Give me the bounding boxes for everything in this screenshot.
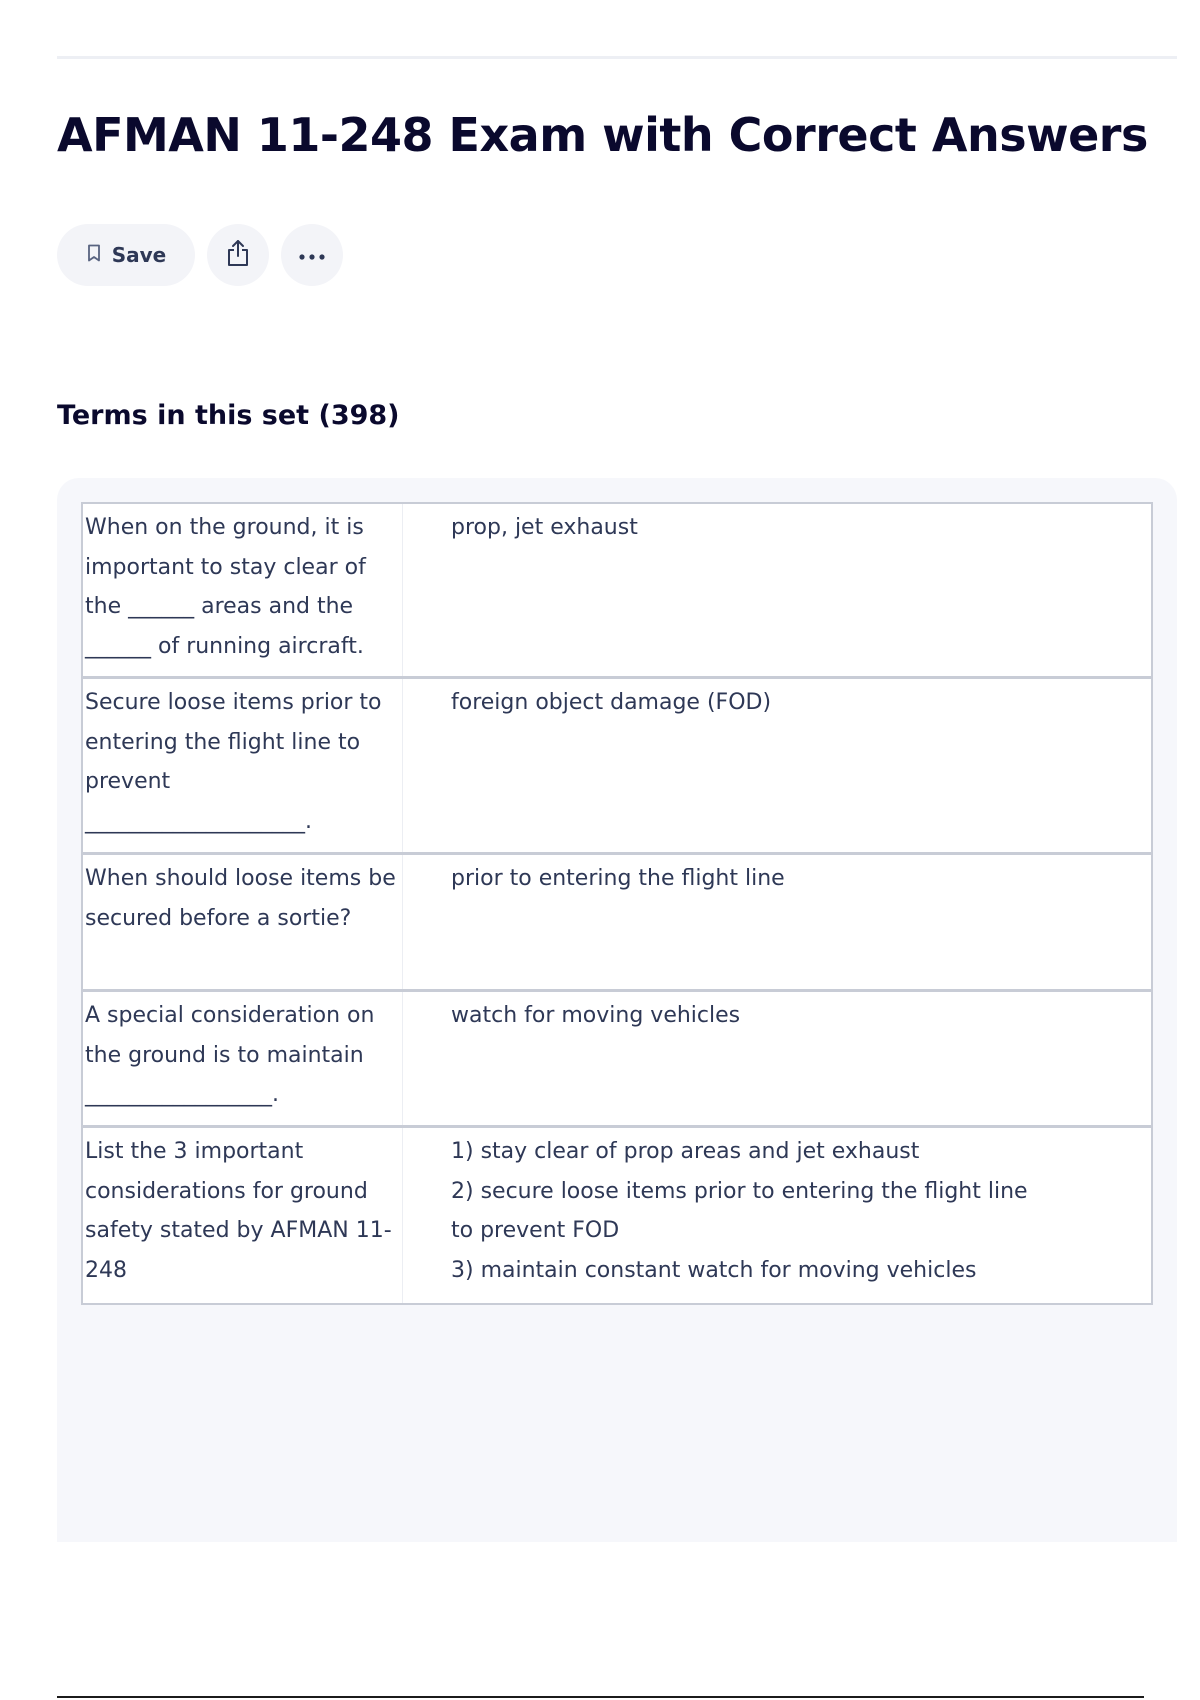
more-options-button[interactable]: [281, 224, 343, 286]
action-bar: [57, 224, 343, 286]
term-card: [83, 504, 1151, 679]
term-text: When on the ground, it is important to stay clear of the ______ areas and the ______ of running aircraft.: [83, 504, 403, 676]
term-text: Secure loose items prior to entering the flight line to prevent ____________________.: [83, 679, 403, 852]
definition-text: prior to entering the flight line: [451, 866, 785, 891]
share-button[interactable]: [207, 224, 269, 286]
bottom-divider: [57, 1696, 1144, 1698]
definition-text: watch for moving vehicles: [451, 1003, 741, 1028]
top-divider: [57, 56, 1177, 59]
page-title: AFMAN 11-248 Exam with Correct Answers: [57, 108, 1148, 162]
terms-heading: Terms in this set (398): [57, 400, 400, 431]
term-card: [83, 992, 1151, 1128]
term-card: [83, 1128, 1151, 1303]
share-icon: [225, 239, 251, 271]
definition-text: 1) stay clear of prop areas and jet exhaust 2) secure loose items prior to entering the flight line to prevent FOD 3) maintain constant watch for moving vehicles: [451, 1139, 1028, 1283]
definition-text: prop, jet exhaust: [451, 515, 638, 540]
definition-text: foreign object damage (FOD): [451, 690, 772, 715]
term-card: [83, 855, 1151, 992]
save-button[interactable]: [57, 224, 195, 286]
bookmark-icon: [86, 244, 102, 266]
save-button-label: Save: [111, 243, 167, 267]
term-text: A special consideration on the ground is to maintain _________________.: [83, 992, 403, 1125]
term-text: When should loose items be secured before a sortie?: [83, 855, 403, 989]
term-text: List the 3 important considerations for ground safety stated by AFMAN 11-248: [83, 1128, 403, 1303]
more-icon: [298, 246, 326, 265]
terms-table: [81, 502, 1153, 1305]
term-card: [83, 679, 1151, 855]
